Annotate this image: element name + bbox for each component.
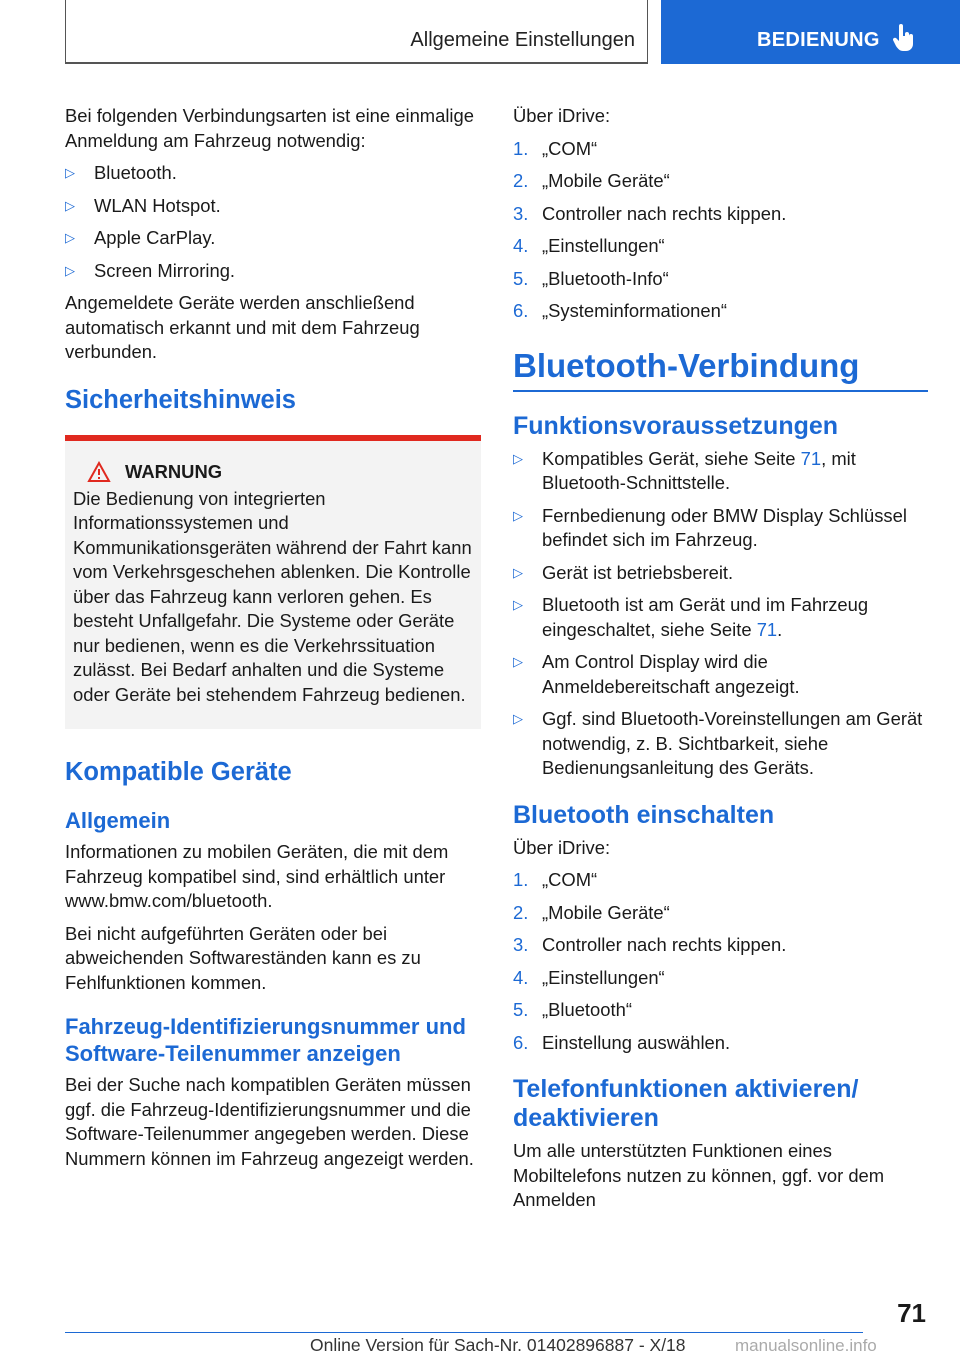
bluetooth-on-heading: Bluetooth einschalten	[513, 800, 775, 829]
list-item: 6. „Systeminformationen“	[513, 300, 727, 321]
safety-heading: Sicherheitshinweis	[65, 385, 296, 414]
list-item: 5. „Bluetooth“	[513, 999, 632, 1020]
list-item: ▷ WLAN Hotspot.	[65, 194, 481, 219]
list-item: ▷ Screen Mirroring.	[65, 259, 481, 284]
warning-triangle-icon	[87, 461, 111, 483]
phone-functions-text: Um alle unterstützten Funktionen eines Mobiltelefons nutzen zu können, ggf. vor dem Anmelden	[513, 1140, 885, 1210]
footer-online-version: Online Version für Sach-Nr. 01402896887 - X/18	[310, 1335, 686, 1355]
triangle-bullet-icon: ▷	[513, 654, 523, 669]
list-item: ▷ Gerät ist betriebsbereit.	[513, 561, 928, 586]
triangle-bullet-icon: ▷	[65, 197, 75, 213]
triangle-bullet-icon: ▷	[513, 450, 523, 466]
triangle-bullet-icon: ▷	[65, 165, 75, 180]
left-column	[65, 104, 481, 1179]
triangle-bullet-icon: ▷	[513, 507, 523, 523]
list-item: 4. „Einstellungen“	[513, 235, 665, 256]
vin-heading: Fahrzeug-Identifizierungsnummer und Software-Teilenummer anzeigen	[65, 1014, 466, 1066]
triangle-bullet-icon: ▷	[513, 564, 523, 580]
page-number: 71	[897, 1298, 926, 1328]
list-item: 3. Controller nach rechts kippen.	[513, 202, 787, 224]
phone-functions-heading: Telefonfunktionen aktivieren/ deaktivieren	[513, 1075, 859, 1132]
list-item: 1. „COM“	[513, 137, 598, 159]
vin-text: Bei der Suche nach kompatiblen Geräten müssen ggf. die Fahrzeug-Identifizierungsnummer und die Software-Teilenummer angegeben werden. Diese Nummern können im Fahrzeug angezeigt werden.	[65, 1074, 474, 1169]
list-item: 1. „COM“	[513, 869, 598, 890]
triangle-bullet-icon: ▷	[513, 711, 523, 726]
list-item: ▷ Apple CarPlay.	[65, 226, 481, 251]
general-text-2: Bei nicht aufgeführten Geräten oder bei abweichenden Softwareständen kann es zu Fehlfunktionen kommen.	[65, 922, 421, 993]
list-item: 4. „Einstellungen“	[513, 966, 665, 988]
header-section-box	[65, 0, 648, 64]
list-item: ▷ Ggf. sind Bluetooth-Voreinstellungen am Gerät notwendig, z. B. Sichtbarkeit, siehe Bedienungsanleitung des Geräts.	[513, 708, 923, 778]
bluetooth-connection-heading: Bluetooth-Verbindung	[513, 346, 928, 392]
list-item: ▷ Kompatibles Gerät, siehe Seite 71, mit Bluetooth-Schnittstelle.	[513, 447, 856, 493]
list-item: ▷ Fernbedienung oder BMW Display Schlüssel befindet sich im Fahrzeug.	[513, 504, 907, 550]
triangle-bullet-icon: ▷	[65, 262, 75, 278]
requirements-list	[513, 447, 928, 781]
list-item: 3. Controller nach rechts kippen.	[513, 934, 787, 955]
intro-text: Bei folgenden Verbindungsarten ist eine einmalige Anmeldung am Fahrzeug notwendig:	[65, 105, 474, 151]
triangle-bullet-icon: ▷	[513, 597, 523, 612]
warning-box	[65, 435, 481, 730]
header-section-title: Allgemeine Einstellungen	[410, 29, 635, 51]
general-heading: Allgemein	[65, 808, 171, 833]
hand-pointer-icon	[893, 24, 915, 52]
after-text: Angemeldete Geräte werden anschließend automatisch erkannt und mit dem Fahrzeug verbunden.	[65, 292, 420, 362]
footer-divider	[65, 1332, 863, 1333]
connection-type-list	[65, 161, 481, 283]
header-chapter-title: BEDIENUNG	[757, 29, 880, 51]
list-item: 5. „Bluetooth-Info“	[513, 267, 669, 289]
header-chapter-tab	[661, 0, 960, 64]
compat-heading: Kompatible Geräte	[65, 758, 292, 786]
bluetooth-on-steps-list	[513, 868, 928, 1055]
info-steps-list	[513, 137, 928, 324]
watermark: manualsonline.info	[735, 1336, 877, 1355]
page-link[interactable]: 71	[800, 447, 822, 469]
triangle-bullet-icon: ▷	[65, 230, 75, 245]
list-item: ▷ Am Control Display wird die Anmeldebereitschaft angezeigt.	[513, 651, 800, 697]
list-item: 2. „Mobile Geräte“	[513, 901, 670, 923]
requirements-heading: Funktionsvoraussetzungen	[513, 411, 839, 440]
via-idrive-label-2: Über iDrive:	[513, 836, 611, 858]
list-item: ▷ Bluetooth.	[65, 161, 481, 186]
list-item: ▷ Bluetooth ist am Gerät und im Fahrzeug eingeschaltet, siehe Seite 71.	[513, 594, 869, 640]
warning-title: WARNUNG	[87, 461, 473, 483]
list-item: 2. „Mobile Geräte“	[513, 170, 670, 191]
warning-text: Die Bedienung von integrierten Informationssystemen und Kommunikationsgeräten während der Fahrt kann vom Verkehrsgeschehen ablenken. Die Kontrolle über das Fahrzeug kann verloren gehen. Es besteht Unfallgefahr. Die Systeme oder Geräte nur bedienen, wenn es die Verkehrssituation zulässt. Bei Bedarf anhalten und die Systeme oder Geräte bei stehendem Fahrzeug bedienen.	[73, 487, 472, 705]
page-link[interactable]: 71	[756, 618, 778, 640]
right-column	[513, 104, 928, 1221]
via-idrive-label: Über iDrive:	[513, 105, 611, 126]
list-item: 6. Einstellung auswählen.	[513, 1031, 731, 1053]
general-text-1: Informationen zu mobilen Geräten, die mit dem Fahrzeug kompatibel sind, sind erhältlich unter www.bmw.com/bluetooth.	[65, 841, 449, 911]
